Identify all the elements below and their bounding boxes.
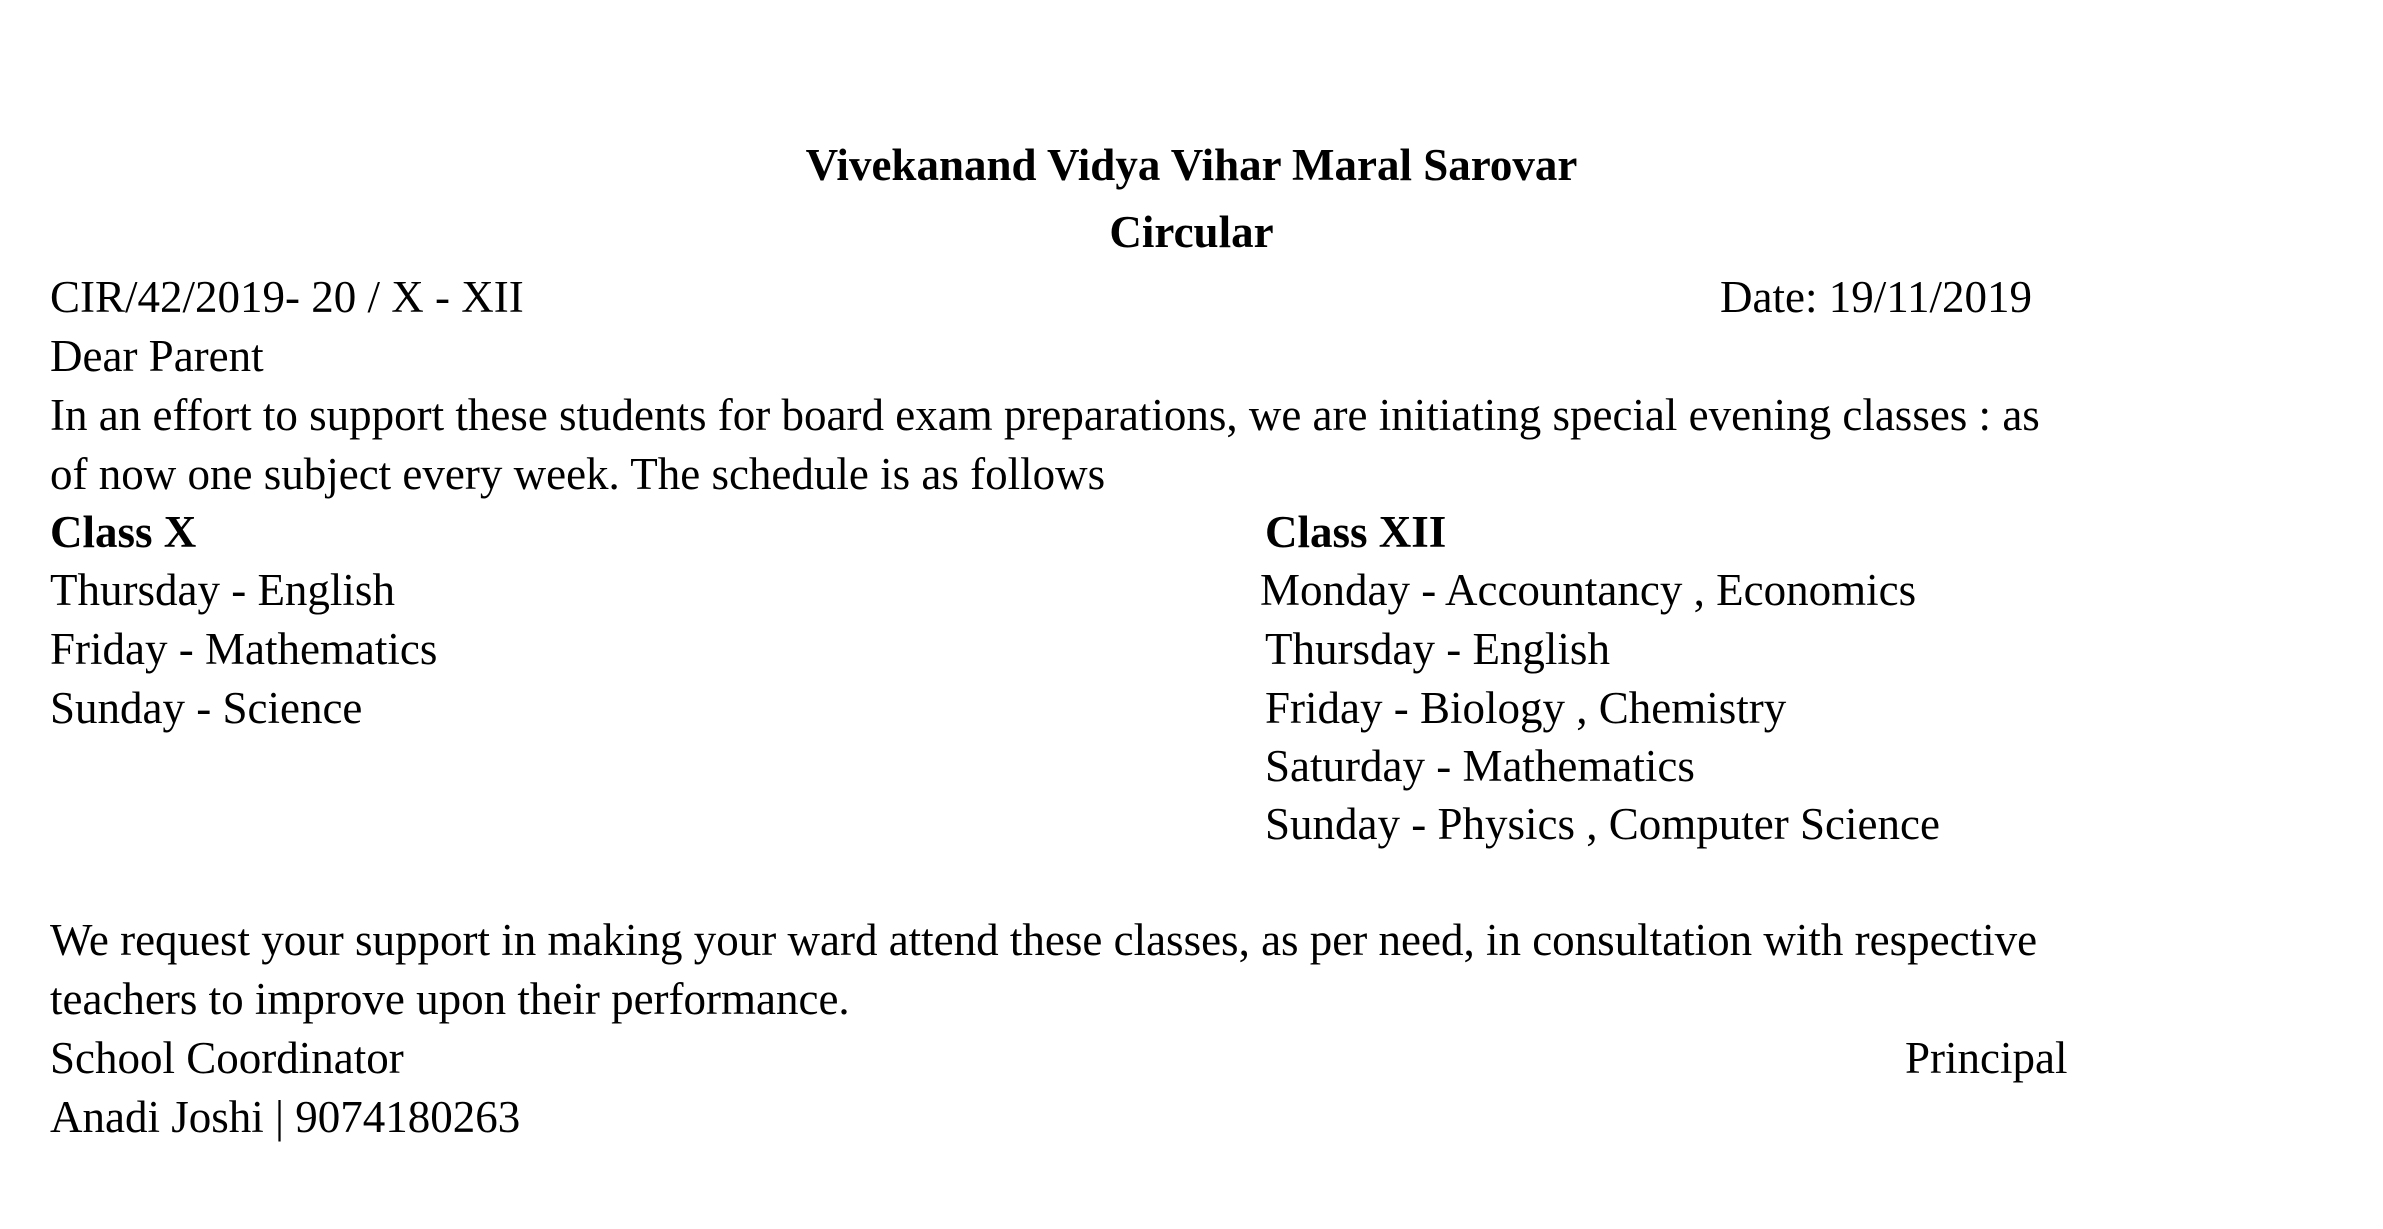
intro-line-1: In an effort to support these students for board exam preparations, we are initiating special evening classes : as — [50, 390, 2040, 440]
document-title: Circular — [1109, 207, 1274, 257]
class-xii-item: Monday - Accountancy , Economics — [1260, 565, 1917, 615]
class-xii-item: Saturday - Mathematics — [1265, 741, 1695, 791]
principal-title: Principal — [1905, 1033, 2068, 1083]
class-xii-item: Thursday - English — [1265, 624, 1610, 674]
class-x-heading: Class X — [50, 507, 197, 557]
coordinator-title: School Coordinator — [50, 1033, 404, 1083]
reference-number: CIR/42/2019- 20 / X - XII — [50, 272, 524, 322]
class-x-item: Thursday - English — [50, 565, 395, 615]
class-x-item: Sunday - Science — [50, 683, 363, 733]
class-xii-item: Sunday - Physics , Computer Science — [1265, 799, 1940, 849]
class-xii-item: Friday - Biology , Chemistry — [1265, 683, 1787, 733]
closing-line-2: teachers to improve upon their performance. — [50, 974, 850, 1024]
class-xii-heading: Class XII — [1265, 507, 1447, 557]
coordinator-name-phone: Anadi Joshi | 9074180263 — [50, 1092, 521, 1142]
circular-date: Date: 19/11/2019 — [1720, 272, 2033, 322]
class-x-item: Friday - Mathematics — [50, 624, 438, 674]
school-name: Vivekanand Vidya Vihar Maral Sarovar — [805, 140, 1578, 190]
closing-line-1: We request your support in making your ward attend these classes, as per need, in consultation with respective — [50, 915, 2038, 965]
intro-line-2: of now one subject every week. The schedule is as follows — [50, 449, 1106, 499]
salutation: Dear Parent — [50, 331, 264, 381]
